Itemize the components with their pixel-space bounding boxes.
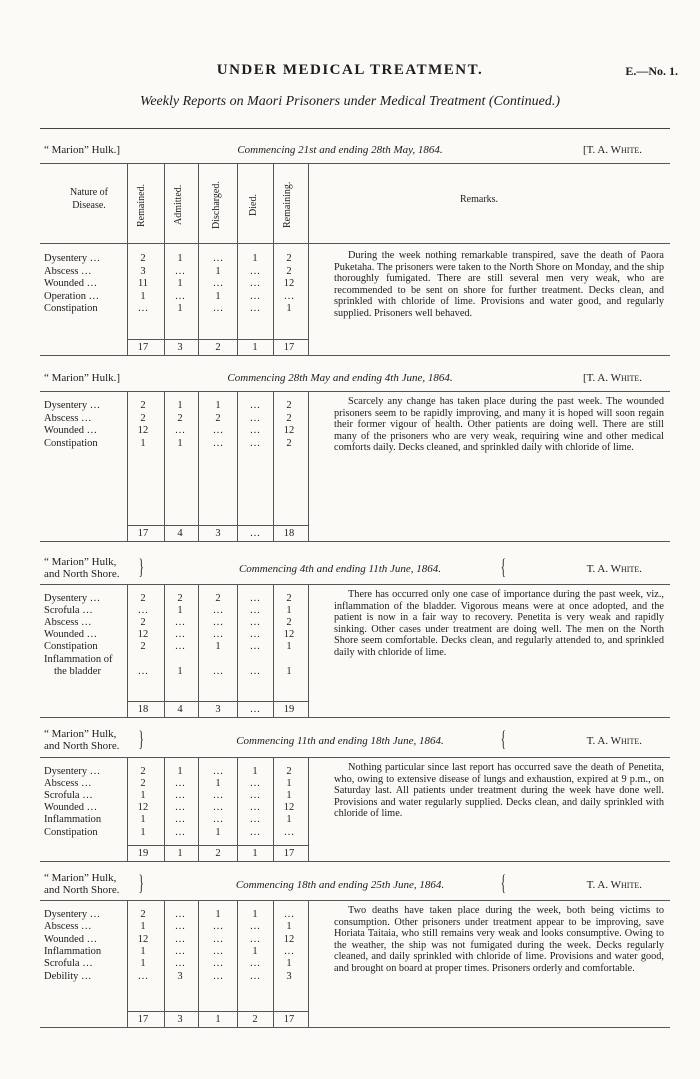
report-heading: [40, 364, 670, 390]
cell-remained: 2: [140, 617, 146, 629]
cell-discharged: …: [212, 921, 224, 933]
cell-remained: 2: [140, 412, 146, 424]
disease-name: Wounded …: [44, 278, 98, 290]
disease-name: Inflammation of: [44, 653, 113, 665]
cell-admitted: …: [174, 629, 186, 641]
totals-rule: [127, 701, 308, 702]
cell-remaining: …: [283, 945, 295, 957]
page-header: [0, 62, 700, 84]
cell-admitted: …: [174, 265, 186, 277]
disease-name: Debility …: [44, 970, 92, 982]
cell-admitted: …: [174, 641, 186, 653]
cell-remained: 1: [140, 814, 146, 826]
report-period: Commencing 4th and ending 11th June, 1864.: [238, 563, 442, 575]
cell-died: …: [249, 400, 261, 411]
cell-died: …: [249, 921, 261, 933]
cell-died: …: [249, 790, 261, 802]
cell-remaining: 1: [286, 641, 292, 653]
cell-died: …: [249, 412, 261, 424]
report-heading: [40, 727, 670, 753]
ship-line: and North Shore.: [44, 740, 120, 752]
cell-discharged: …: [212, 629, 224, 641]
remarks-text: Scarcely any change has taken place during the past week. The wounded prisoners seem to be rapidly improving, and many it is hoped will soon regain their former vigour of health. Other patients are doing well. There are still many of the prisoners who are very weak, requiring wine and other medical comforts daily. Decks cleaned, and sprinkled daily with chloride of lime.: [334, 396, 664, 454]
total-remaining: 17: [283, 848, 295, 859]
cell-died: …: [249, 290, 261, 302]
ship-name: [44, 372, 120, 384]
total-remained: 18: [137, 704, 149, 715]
ship-line: “ Marion” Hulk.]: [44, 144, 121, 156]
disease-name: Abscess …: [44, 778, 92, 790]
disease-name: Scrofula …: [44, 605, 93, 617]
cell-remaining: 2: [286, 400, 292, 411]
cell-discharged: 1: [215, 909, 221, 920]
cell-remaining: 2: [286, 437, 292, 449]
cell-admitted: …: [174, 425, 186, 437]
cell-admitted: …: [174, 933, 186, 945]
surgeon-name: T. A. White.: [586, 879, 642, 891]
ship-name: [44, 556, 119, 580]
cell-remained: 12: [137, 933, 149, 945]
column-header-remained: Remained.: [136, 183, 147, 227]
cell-remained: 2: [140, 593, 146, 604]
total-remaining: 18: [283, 528, 295, 539]
cell-discharged: 1: [215, 400, 221, 411]
table-row: [40, 654, 340, 666]
brace-mark: }: [138, 726, 144, 751]
cell-discharged: 2: [215, 593, 221, 604]
total-admitted: 1: [177, 848, 183, 859]
cell-died: …: [249, 933, 261, 945]
cell-admitted: …: [174, 814, 186, 826]
cell-remaining: …: [283, 290, 295, 302]
disease-name: the bladder: [54, 665, 101, 677]
cell-admitted: …: [174, 617, 186, 629]
cell-died: …: [249, 303, 261, 315]
cell-died: …: [249, 437, 261, 449]
total-remained: 19: [137, 848, 149, 859]
ship-line: “ Marion” Hulk,: [44, 556, 117, 568]
cell-remaining: 1: [286, 778, 292, 790]
cell-remaining: 1: [286, 958, 292, 970]
total-died: …: [249, 528, 261, 539]
cell-admitted: …: [174, 921, 186, 933]
total-died: 1: [252, 848, 258, 859]
cell-died: …: [249, 802, 261, 814]
report-table: [40, 163, 670, 356]
table-row: [40, 400, 340, 412]
cell-remaining: 2: [286, 253, 292, 264]
column-header-remaining: Remaining.: [282, 181, 293, 229]
total-admitted: 3: [177, 1014, 183, 1025]
table-row: [40, 629, 340, 641]
table-row: [40, 253, 340, 265]
cell-remained: 3: [140, 265, 146, 277]
cell-remained: 2: [140, 778, 146, 790]
report-table: [40, 584, 670, 718]
disease-name: Dysentery …: [44, 766, 101, 777]
cell-discharged: …: [212, 253, 224, 264]
cell-remained: 12: [137, 802, 149, 814]
cell-died: …: [249, 970, 261, 982]
total-remaining: 19: [283, 704, 295, 715]
cell-remained: 2: [140, 400, 146, 411]
ship-name: [44, 728, 119, 752]
brace-mark: }: [138, 554, 144, 579]
remarks-text: There has occurred only one case of importance during the past week, viz., inflammation of the bladder. Vigorous means were at once adopted, and the patient is now in a fair way to recovery. Penetita is very weak and rapidly sinking. Other cases under treatment are doing well. The men on the North Shore seem comfortable. Decks clean, and regularly attended to, and sprinkled daily with chloride of lime.: [334, 589, 664, 658]
cell-discharged: …: [212, 945, 224, 957]
cell-discharged: …: [212, 970, 224, 982]
remarks-text: Nothing particular since last report has occurred save the death of Penetita, who, owing to extensive disease of lungs and exhaustion, expired at 9 p.m., on Saturday last. All patients under treatment during the week have done well. Provisions and water regularly supplied. Decks clean, and daily sprinkled with chloride of lime.: [334, 762, 664, 820]
cell-discharged: …: [212, 437, 224, 449]
cell-remaining: 1: [286, 605, 292, 617]
cell-remaining: 12: [283, 802, 295, 814]
cell-discharged: 1: [215, 826, 221, 838]
brace-mark: {: [500, 554, 506, 579]
cell-discharged: 1: [215, 265, 221, 277]
table-row: [40, 666, 340, 678]
disease-name: Dysentery …: [44, 400, 101, 411]
cell-remaining: 1: [286, 814, 292, 826]
table-row: [40, 971, 340, 983]
cell-died: 1: [252, 766, 258, 777]
cell-died: …: [249, 278, 261, 290]
cell-remained: 1: [140, 921, 146, 933]
cell-discharged: …: [212, 605, 224, 617]
cell-died: …: [249, 265, 261, 277]
total-admitted: 4: [177, 704, 183, 715]
cell-remaining: 1: [286, 665, 292, 677]
cell-remained: 2: [140, 909, 146, 920]
total-discharged: 2: [215, 342, 221, 353]
cell-remaining: 12: [283, 629, 295, 641]
cell-remaining: 12: [283, 933, 295, 945]
total-remained: 17: [137, 528, 149, 539]
table-row: [40, 778, 340, 790]
column-header-admitted: Admitted.: [173, 184, 184, 226]
cell-remained: 2: [140, 641, 146, 653]
cell-remained: 2: [140, 766, 146, 777]
table-row: [40, 605, 340, 617]
cell-admitted: 2: [177, 412, 183, 424]
disease-name: Wounded …: [44, 802, 98, 814]
cell-remained: 2: [140, 253, 146, 264]
table-row: [40, 934, 340, 946]
cell-remained: 1: [140, 790, 146, 802]
cell-admitted: …: [174, 778, 186, 790]
disease-name: Abscess …: [44, 921, 92, 933]
cell-remaining: 2: [286, 593, 292, 604]
total-died: …: [249, 704, 261, 715]
column-header-discharged: Discharged.: [211, 181, 222, 229]
remarks-text: During the week nothing remarkable transpired, save the death of Paora Puketaha. The prisoners were taken to the North Shore on Monday, and the ship thoroughly fumigated. There are still several men very weak, who are recommended to be sent on shore for further treatment. Decks clean, and sprinkled with chloride of lime. Provisions and water good, and regularly supplied. Prisoners well behaved.: [334, 250, 664, 319]
cell-remained: 1: [140, 945, 146, 957]
cell-discharged: 1: [215, 641, 221, 653]
cell-remaining: 2: [286, 265, 292, 277]
cell-admitted: 1: [177, 605, 183, 617]
cell-died: …: [249, 665, 261, 677]
cell-remained: 1: [140, 826, 146, 838]
cell-died: …: [249, 629, 261, 641]
cell-remained: 1: [140, 437, 146, 449]
page-subtitle: Weekly Reports on Maori Prisoners under Medical Treatment (Continued.): [139, 94, 561, 109]
ship-name: [44, 144, 120, 156]
divider-rule: [40, 128, 670, 129]
cell-died: …: [249, 958, 261, 970]
table-row: [40, 593, 340, 605]
cell-remaining: 1: [286, 303, 292, 315]
cell-discharged: …: [212, 790, 224, 802]
disease-name: Constipation: [44, 303, 98, 315]
cell-remained: 1: [140, 958, 146, 970]
cell-discharged: 1: [215, 290, 221, 302]
cell-admitted: 1: [177, 278, 183, 290]
total-died: 1: [252, 342, 258, 353]
total-remained: 17: [137, 1014, 149, 1025]
totals-rule: [127, 339, 308, 340]
table-row: [40, 291, 340, 303]
cell-remaining: 2: [286, 766, 292, 777]
cell-admitted: 1: [177, 303, 183, 315]
cell-discharged: 1: [215, 778, 221, 790]
disease-name: Constipation: [44, 641, 98, 653]
cell-remained: …: [137, 303, 149, 315]
cell-died: …: [249, 641, 261, 653]
ship-line: and North Shore.: [44, 884, 120, 896]
table-row: [40, 278, 340, 290]
cell-remaining: …: [283, 909, 295, 920]
ship-line: and North Shore.: [44, 568, 120, 580]
total-admitted: 3: [177, 342, 183, 353]
cell-admitted: 1: [177, 665, 183, 677]
disease-name: Abscess …: [44, 412, 92, 424]
table-row: [40, 413, 340, 425]
cell-died: …: [249, 425, 261, 437]
totals-rule: [127, 1011, 308, 1012]
table-row: [40, 921, 340, 933]
brace-mark: }: [138, 870, 144, 895]
cell-discharged: …: [212, 425, 224, 437]
cell-remained: 12: [137, 629, 149, 641]
table-row: [40, 946, 340, 958]
cell-died: …: [249, 593, 261, 604]
cell-admitted: …: [174, 945, 186, 957]
total-discharged: 2: [215, 848, 221, 859]
disease-name: Inflammation: [44, 945, 102, 957]
disease-name: Constipation: [44, 437, 98, 449]
disease-name: Constipation: [44, 826, 98, 838]
disease-name: Wounded …: [44, 425, 98, 437]
cell-died: …: [249, 778, 261, 790]
cell-discharged: …: [212, 802, 224, 814]
disease-name: Dysentery …: [44, 253, 101, 264]
cell-remaining: 1: [286, 790, 292, 802]
report-table: [40, 391, 670, 542]
report-table: [40, 900, 670, 1028]
cell-died: …: [249, 826, 261, 838]
cell-died: 1: [252, 253, 258, 264]
cell-remained: …: [137, 970, 149, 982]
total-discharged: 1: [215, 1014, 221, 1025]
cell-remaining: 12: [283, 425, 295, 437]
cell-discharged: …: [212, 958, 224, 970]
page-title: UNDER MEDICAL TREATMENT.: [216, 62, 484, 78]
cell-remaining: 12: [283, 278, 295, 290]
column-header-died: Died.: [248, 194, 259, 216]
brace-mark: {: [500, 870, 506, 895]
page-reference: E.—No. 1.: [625, 64, 678, 78]
cell-died: …: [249, 617, 261, 629]
cell-discharged: …: [212, 303, 224, 315]
cell-remained: 12: [137, 425, 149, 437]
cell-discharged: …: [212, 814, 224, 826]
table-row: [40, 827, 340, 839]
ship-line: “ Marion” Hulk.]: [44, 372, 121, 384]
cell-admitted: …: [174, 790, 186, 802]
cell-admitted: …: [174, 802, 186, 814]
cell-remaining: …: [283, 826, 295, 838]
cell-admitted: …: [174, 958, 186, 970]
cell-remained: …: [137, 605, 149, 617]
cell-discharged: …: [212, 665, 224, 677]
disease-name: Dysentery …: [44, 909, 101, 920]
report-period: Commencing 28th May and ending 4th June, 1864.: [227, 372, 453, 384]
table-row: [40, 814, 340, 826]
report-period: Commencing 18th and ending 25th June, 1864.: [235, 879, 445, 891]
table-row: [40, 790, 340, 802]
disease-name: Operation …: [44, 290, 100, 302]
disease-name: Scrofula …: [44, 958, 93, 970]
disease-name: Scrofula …: [44, 790, 93, 802]
cell-admitted: …: [174, 909, 186, 920]
disease-name: Wounded …: [44, 933, 98, 945]
surgeon-name: T. A. White.: [586, 563, 642, 575]
total-remaining: 17: [283, 342, 295, 353]
column-header-remarks: Remarks.: [460, 194, 499, 205]
cell-died: …: [249, 605, 261, 617]
report-period: Commencing 21st and ending 28th May, 1864.: [237, 144, 443, 156]
report-heading: [40, 871, 670, 897]
total-died: 2: [252, 1014, 258, 1025]
cell-remained: 1: [140, 290, 146, 302]
disease-name: Abscess …: [44, 617, 92, 629]
ship-line: “ Marion” Hulk,: [44, 872, 117, 884]
totals-rule: [127, 845, 308, 846]
cell-remaining: 2: [286, 617, 292, 629]
header-rule: [40, 243, 670, 244]
cell-admitted: 1: [177, 437, 183, 449]
cell-admitted: 1: [177, 253, 183, 264]
disease-name: Abscess …: [44, 265, 92, 277]
ship-line: “ Marion” Hulk,: [44, 728, 117, 740]
table-row: [40, 766, 340, 778]
remarks-text: Two deaths have taken place during the week, both being victims to consumption. Other prisoners under treatment appear to be improving, save Horiata Taitaia, who still remains very weak and looks consumptive. Owing to the weather, the ship was not fumigated during the week. Decks regularly cleaned, and daily sprinkled with chloride of lime. Provisions and water good, and brought on board at proper times. Prisoners orderly and comfortable.: [334, 905, 664, 974]
table-row: [40, 641, 340, 653]
totals-rule: [127, 525, 308, 526]
surgeon-name: [T. A. White.: [582, 144, 642, 156]
cell-remained: …: [137, 665, 149, 677]
cell-died: …: [249, 814, 261, 826]
total-discharged: 3: [215, 704, 221, 715]
table-row: [40, 802, 340, 814]
cell-remaining: 2: [286, 412, 292, 424]
disease-name: Inflammation: [44, 814, 102, 826]
report-heading: [40, 555, 670, 581]
cell-discharged: …: [212, 278, 224, 290]
ship-name: [44, 872, 119, 896]
column-header-disease: Nature of Disease.: [69, 187, 109, 211]
table-row: [40, 909, 340, 921]
surgeon-name: [T. A. White.: [582, 372, 642, 384]
table-row: [40, 303, 340, 315]
total-discharged: 3: [215, 528, 221, 539]
cell-died: 1: [252, 945, 258, 957]
cell-discharged: …: [212, 617, 224, 629]
report-heading: [40, 136, 670, 162]
table-row: [40, 438, 340, 450]
disease-name: Dysentery …: [44, 593, 101, 604]
cell-admitted: 3: [177, 970, 183, 982]
table-row: [40, 617, 340, 629]
cell-admitted: …: [174, 826, 186, 838]
cell-died: 1: [252, 909, 258, 920]
disease-name: Wounded …: [44, 629, 98, 641]
total-remained: 17: [137, 342, 149, 353]
cell-discharged: 2: [215, 412, 221, 424]
cell-admitted: 2: [177, 593, 183, 604]
total-admitted: 4: [177, 528, 183, 539]
cell-admitted: …: [174, 290, 186, 302]
report-period: Commencing 11th and ending 18th June, 1864.: [236, 735, 444, 747]
cell-remaining: 3: [286, 970, 292, 982]
report-table: [40, 757, 670, 862]
cell-admitted: 1: [177, 400, 183, 411]
table-row: [40, 425, 340, 437]
table-row: [40, 958, 340, 970]
cell-admitted: 1: [177, 766, 183, 777]
cell-remaining: 1: [286, 921, 292, 933]
surgeon-name: T. A. White.: [586, 735, 642, 747]
cell-discharged: …: [212, 933, 224, 945]
brace-mark: {: [500, 726, 506, 751]
cell-remained: 11: [137, 278, 149, 290]
cell-discharged: …: [212, 766, 224, 777]
total-remaining: 17: [283, 1014, 295, 1025]
table-row: [40, 266, 340, 278]
